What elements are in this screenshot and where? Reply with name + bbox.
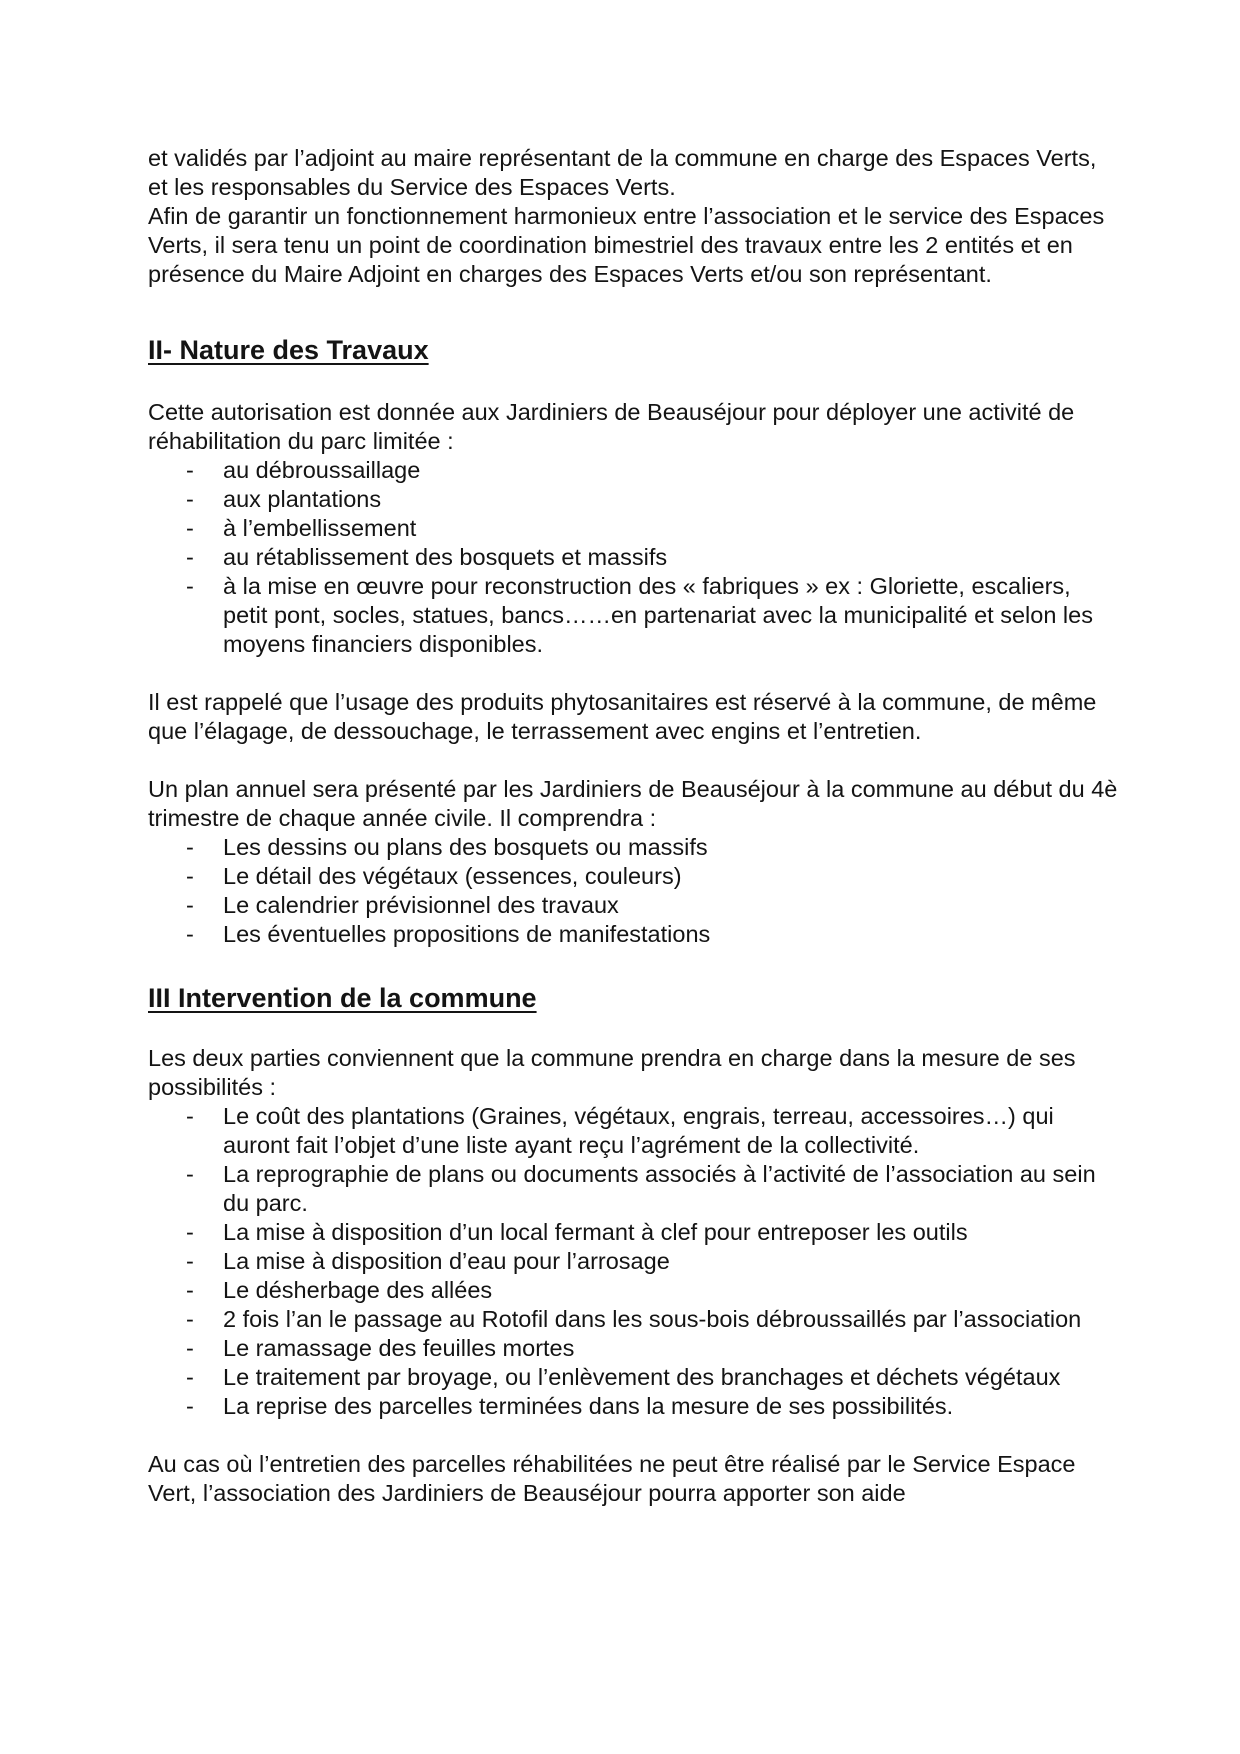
bullet-dash: -: [186, 544, 194, 570]
list-item-text: La mise à disposition d’eau pour l’arrosage: [223, 1248, 670, 1274]
list-item-text: Les éventuelles propositions de manifestations: [223, 921, 711, 947]
bullet-dash: -: [186, 1335, 194, 1361]
bullet-dash: -: [186, 1364, 194, 1390]
section-heading: II- Nature des Travaux: [148, 335, 429, 365]
commune-commitments-list: [148, 1102, 1120, 1421]
bullet-dash: -: [186, 486, 194, 512]
list-item-text: à l’embellissement: [223, 515, 417, 541]
bullet-dash: -: [186, 457, 194, 483]
annual-plan-list: [148, 833, 1120, 949]
list-item: [148, 485, 1120, 514]
bullet-dash: -: [186, 1393, 194, 1419]
section-intro: Les deux parties conviennent que la commune prendra en charge dans la mesure de ses possibilités :: [148, 1045, 1076, 1100]
list-item: [148, 1276, 1120, 1305]
list-item: [148, 920, 1120, 949]
section-heading: III Intervention de la commune: [148, 983, 537, 1013]
list-item: [148, 1305, 1120, 1334]
list-item-text: à la mise en œuvre pour reconstruction des « fabriques » ex : Gloriette, escaliers, petit pont, socles, statues, bancs……en partenariat avec la municipalité et selon les moyens financiers disponibles.: [223, 573, 1093, 657]
list-item-text: au rétablissement des bosquets et massifs: [223, 544, 668, 570]
list-item-text: La mise à disposition d’un local fermant à clef pour entreposer les outils: [223, 1219, 968, 1245]
list-item: [148, 543, 1120, 572]
list-item: [148, 1218, 1120, 1247]
list-item: [148, 456, 1120, 485]
list-item: [148, 1160, 1120, 1218]
list-item-text: au débroussaillage: [223, 457, 421, 483]
bullet-dash: -: [186, 834, 194, 860]
list-item-text: aux plantations: [223, 486, 382, 512]
bullet-dash: -: [186, 1161, 194, 1187]
list-item-text: La reprographie de plans ou documents associés à l’activité de l’association au sein du parc.: [223, 1161, 1096, 1216]
list-item: [148, 1363, 1120, 1392]
bullet-dash: -: [186, 1219, 194, 1245]
list-item: [148, 1102, 1120, 1160]
bullet-dash: -: [186, 573, 194, 599]
bullet-dash: -: [186, 1103, 194, 1129]
list-item-text: Le calendrier prévisionnel des travaux: [223, 892, 619, 918]
bullet-dash: -: [186, 863, 194, 889]
paragraph-spacer: [148, 746, 1120, 775]
list-item-text: Le coût des plantations (Graines, végétaux, engrais, terreau, accessoires…) qui auront fait l’objet d’une liste ayant reçu l’agrément de la collectivité.: [223, 1103, 1054, 1158]
list-item-text: Le ramassage des feuilles mortes: [223, 1335, 575, 1361]
list-item: [148, 1392, 1120, 1421]
intro-paragraph: Afin de garantir un fonctionnement harmonieux entre l’association et le service des Espaces Verts, il sera tenu un point de coordination bimestriel des travaux entre les 2 entités et en présence du Maire Adjoint en charges des Espaces Verts et/ou son représentant.: [148, 203, 1105, 287]
closing-paragraph: Au cas où l’entretien des parcelles réhabilitées ne peut être réalisé par le Service Espace Vert, l’association des Jardiniers de Beauséjour pourra apporter son aide: [148, 1451, 1076, 1506]
list-item: [148, 891, 1120, 920]
intro-paragraph: et validés par l’adjoint au maire représentant de la commune en charge des Espaces Verts, et les responsables du Service des Espaces Verts.: [148, 145, 1097, 200]
paragraph-spacer: [148, 1421, 1120, 1450]
list-item: [148, 862, 1120, 891]
reminder-paragraph: Il est rappelé que l’usage des produits phytosanitaires est réservé à la commune, de même que l’élagage, de dessouchage, le terrassement avec engins et l’entretien.: [148, 689, 1097, 744]
list-item: [148, 514, 1120, 543]
bullet-dash: -: [186, 921, 194, 947]
annual-plan-intro: Un plan annuel sera présenté par les Jardiniers de Beauséjour à la commune au début du 4è trimestre de chaque année civile. Il comprendra :: [148, 776, 1118, 831]
paragraph-spacer: [148, 659, 1120, 688]
bullet-dash: -: [186, 1306, 194, 1332]
list-item-text: Le désherbage des allées: [223, 1277, 493, 1303]
list-item-text: Le détail des végétaux (essences, couleurs): [223, 863, 682, 889]
list-item-text: Les dessins ou plans des bosquets ou massifs: [223, 834, 708, 860]
list-item: [148, 1334, 1120, 1363]
list-item-text: Le traitement par broyage, ou l’enlèvement des branchages et déchets végétaux: [223, 1364, 1061, 1390]
list-item: [148, 833, 1120, 862]
list-item-text: La reprise des parcelles terminées dans la mesure de ses possibilités.: [223, 1393, 954, 1419]
bullet-dash: -: [186, 1248, 194, 1274]
list-item: [148, 1247, 1120, 1276]
bullet-dash: -: [186, 515, 194, 541]
bullet-dash: -: [186, 892, 194, 918]
works-list: [148, 456, 1120, 659]
section-intro: Cette autorisation est donnée aux Jardiniers de Beauséjour pour déployer une activité de réhabilitation du parc limitée :: [148, 399, 1075, 454]
list-item: [148, 572, 1120, 659]
bullet-dash: -: [186, 1277, 194, 1303]
list-item-text: 2 fois l’an le passage au Rotofil dans les sous-bois débroussaillés par l’association: [223, 1306, 1082, 1332]
